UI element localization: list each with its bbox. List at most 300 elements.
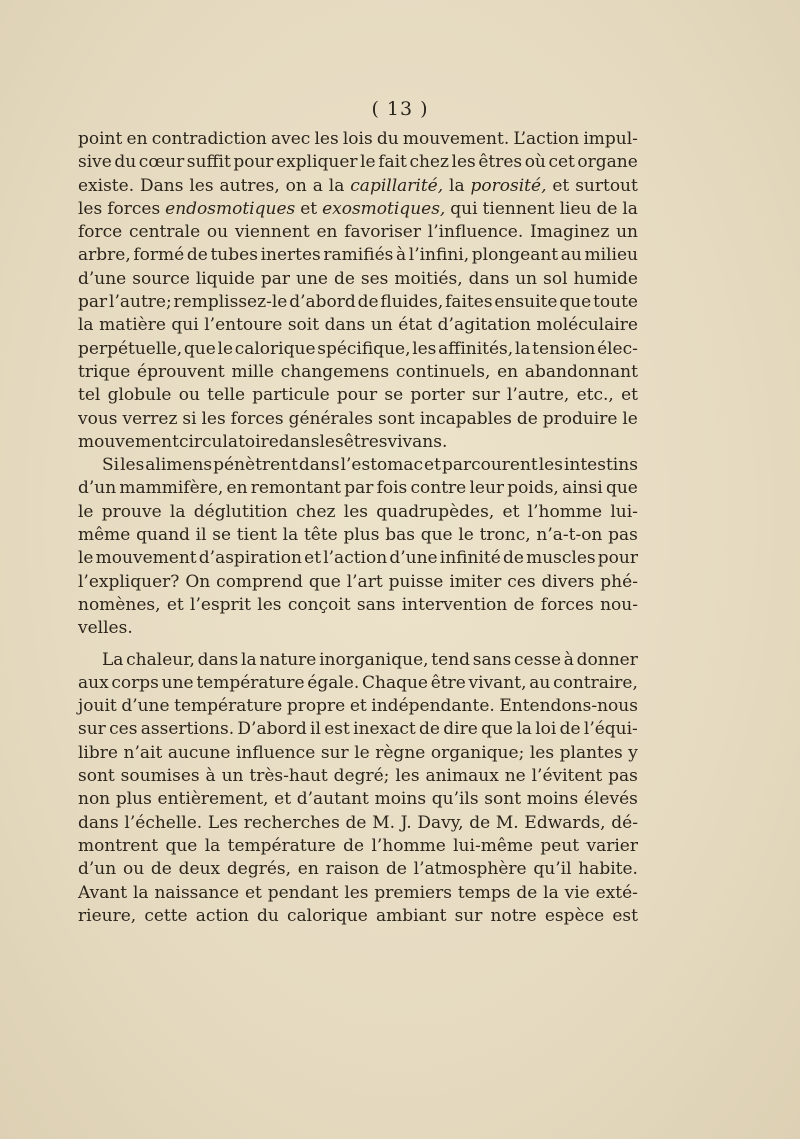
word: il: [310, 719, 321, 740]
word: alimens: [145, 455, 213, 476]
word: influence: [235, 742, 316, 763]
word: rieure,: [78, 905, 137, 926]
word: la: [449, 175, 465, 196]
word: plongeant: [471, 245, 559, 266]
text-line: [78, 128, 638, 151]
word: à: [396, 245, 407, 266]
word: infinité: [439, 548, 501, 569]
word: faites: [445, 292, 493, 313]
word: de: [513, 594, 535, 615]
word: exosmotiques,: [322, 198, 446, 219]
word: favoriser: [344, 222, 421, 243]
word: moins: [374, 789, 427, 810]
text-line: [78, 649, 638, 672]
word: température: [196, 672, 305, 693]
word: dans: [78, 812, 119, 833]
word: l’évitent: [531, 766, 603, 787]
word: les: [120, 455, 145, 476]
word: action: [195, 905, 249, 926]
word: tubes: [210, 245, 258, 266]
word: température: [227, 835, 336, 856]
word: sont: [377, 408, 415, 429]
word: chez: [409, 152, 449, 173]
word: changemens: [280, 361, 390, 382]
word: matière: [99, 315, 166, 336]
word: jouit: [78, 696, 117, 717]
word: les: [78, 198, 103, 219]
word: même: [78, 525, 131, 546]
word: lui-même: [453, 835, 534, 856]
word: ne: [504, 766, 526, 787]
word: prouve: [101, 501, 162, 522]
word: dans: [468, 268, 510, 289]
word: l’homme: [527, 501, 603, 522]
word: au: [529, 672, 551, 693]
word: les: [201, 408, 226, 429]
word: d’autant: [296, 789, 369, 810]
word: porosité,: [470, 175, 547, 196]
word: fluides,: [380, 292, 444, 313]
text-line: [78, 812, 638, 835]
word: affinités,: [438, 338, 514, 359]
word: entièrement,: [157, 789, 269, 810]
word: fois: [376, 478, 408, 499]
word: mouvement: [78, 431, 179, 452]
word: un: [515, 268, 538, 289]
word: où: [524, 152, 546, 173]
word: nou-: [600, 594, 638, 615]
word: d’aspiration: [198, 548, 302, 569]
word: sol: [543, 268, 568, 289]
word: que: [420, 525, 453, 546]
word: inorganique,: [319, 649, 429, 670]
word: que: [165, 835, 198, 856]
word: de: [345, 812, 367, 833]
word: l’échelle.: [124, 812, 203, 833]
word: pour: [336, 385, 378, 406]
word: les: [257, 594, 282, 615]
word: espèce: [544, 905, 605, 926]
word: premiers: [374, 882, 452, 903]
word: que: [605, 478, 638, 499]
word: dans: [298, 455, 340, 476]
word: J.: [400, 812, 412, 833]
word: du: [114, 152, 137, 173]
word: de: [333, 268, 355, 289]
word: exté-: [595, 882, 638, 903]
word: abandonnant: [524, 361, 638, 382]
text-line: [78, 594, 638, 617]
word: libre: [78, 742, 118, 763]
word: en: [497, 361, 519, 382]
word: tête: [303, 525, 338, 546]
word: animaux: [425, 766, 499, 787]
word: vivant,: [468, 672, 527, 693]
word: remplissez-le: [173, 292, 288, 313]
word: non: [78, 789, 111, 810]
word: et: [349, 696, 367, 717]
word: pas: [608, 525, 638, 546]
word: source: [132, 268, 190, 289]
word: la: [204, 835, 221, 856]
word: le: [360, 152, 376, 173]
word: aux: [78, 672, 109, 693]
word: du: [257, 905, 279, 926]
word: habite.: [578, 859, 638, 880]
word: que: [308, 571, 341, 592]
word: que: [183, 338, 216, 359]
word: d’une: [389, 548, 438, 569]
word: la: [516, 719, 532, 740]
word: Si: [102, 455, 120, 476]
word: lois: [342, 129, 373, 149]
word: sans: [472, 649, 512, 670]
text-line: [78, 501, 638, 524]
word: mille: [231, 361, 274, 382]
word: puisse: [388, 571, 444, 592]
word: velles.: [78, 618, 133, 639]
word: vivans.: [387, 431, 448, 452]
word: D’abord: [237, 719, 307, 740]
word: de: [596, 198, 618, 219]
word: les: [412, 338, 437, 359]
text-line: [78, 571, 638, 594]
text-line: [78, 905, 638, 928]
word: en: [226, 478, 248, 499]
word: sur: [320, 742, 349, 763]
word: pas: [608, 766, 638, 787]
word: ramifiés: [323, 245, 394, 266]
word: tel: [78, 385, 101, 406]
word: M.: [495, 812, 519, 833]
word: l’action: [323, 548, 388, 569]
word: M.: [372, 812, 396, 833]
word: sur: [471, 385, 500, 406]
word: perpétuelle,: [78, 338, 183, 359]
word: avec: [270, 129, 311, 149]
word: dire: [443, 719, 478, 740]
word: si: [182, 408, 197, 429]
word: du: [376, 129, 399, 149]
word: le: [217, 338, 234, 359]
word: soit: [287, 315, 320, 336]
word: On: [185, 571, 211, 592]
text-line: [78, 454, 638, 477]
word: cette: [144, 905, 188, 926]
word: tension: [532, 338, 596, 359]
word: cet: [548, 152, 575, 173]
word: ou: [122, 859, 145, 880]
word: qui: [171, 315, 199, 336]
word: ces: [109, 719, 138, 740]
word: La: [102, 649, 124, 670]
word: degré;: [333, 766, 390, 787]
page-number: ( 13 ): [371, 98, 429, 120]
word: forces: [230, 408, 284, 429]
word: l’influence.: [427, 222, 524, 243]
word: de: [186, 245, 208, 266]
word: le: [354, 742, 370, 763]
word: mammifère,: [119, 478, 224, 499]
word: les: [395, 766, 420, 787]
word: la: [169, 501, 186, 522]
word: porter: [410, 385, 465, 406]
text-line: [78, 431, 638, 454]
text-line: [78, 765, 638, 788]
word: pénètrent: [213, 455, 298, 476]
word: l’estomac: [340, 455, 424, 476]
word: d’un: [78, 859, 117, 880]
word: est: [612, 905, 638, 926]
text-line: [78, 617, 638, 640]
word: déglutition: [193, 501, 288, 522]
word: plantes: [559, 742, 623, 763]
text-line: [78, 718, 638, 741]
word: toute: [593, 292, 638, 313]
word: la: [241, 649, 257, 670]
text-line: [78, 361, 638, 384]
word: existe.: [78, 175, 135, 196]
word: tronc,: [479, 525, 531, 546]
word: cœur: [138, 152, 185, 173]
word: êtres: [478, 152, 523, 173]
text-line: [78, 314, 638, 337]
word: de: [502, 548, 524, 569]
word: Avant: [78, 882, 128, 903]
word: d’une: [78, 268, 127, 289]
word: continuels,: [395, 361, 491, 382]
word: moitiés,: [394, 268, 463, 289]
text-line: [78, 408, 638, 431]
word: les: [189, 175, 214, 196]
word: le: [622, 408, 638, 429]
word: à: [563, 649, 574, 670]
word: par: [344, 478, 374, 499]
text-line: [78, 291, 638, 314]
word: ses: [360, 268, 389, 289]
word: la: [282, 525, 299, 546]
word: plus: [115, 789, 152, 810]
word: par: [78, 292, 108, 313]
word: de: [469, 812, 491, 833]
word: de: [150, 859, 172, 880]
word: et: [304, 548, 322, 569]
word: quadrupèdes,: [376, 501, 495, 522]
word: de: [559, 719, 581, 740]
word: les: [319, 431, 344, 452]
word: organe: [577, 152, 638, 173]
word: les: [529, 742, 555, 763]
word: et: [274, 789, 292, 810]
word: pour: [597, 548, 638, 569]
word: poids,: [507, 478, 559, 499]
word: d’abord: [289, 292, 356, 313]
word: calorique: [287, 905, 368, 926]
text-line: [78, 244, 638, 267]
word: endosmotiques: [165, 198, 296, 219]
text-line: [78, 788, 638, 811]
word: particule: [252, 385, 330, 406]
word: le: [78, 548, 94, 569]
word: bas: [385, 525, 415, 546]
word: la: [543, 882, 559, 903]
text-line: [78, 742, 638, 765]
word: montrent: [78, 835, 159, 856]
word: de: [343, 835, 365, 856]
word: naissance: [154, 882, 240, 903]
word: d’une: [121, 696, 170, 717]
word: assertions.: [140, 719, 235, 740]
word: notre: [490, 905, 537, 926]
text-line: [78, 384, 638, 407]
word: leur: [469, 478, 505, 499]
word: Dans: [140, 175, 184, 196]
word: en: [126, 129, 148, 149]
word: y: [628, 742, 638, 763]
word: conçoit: [287, 594, 351, 615]
word: se: [212, 525, 232, 546]
word: vie: [564, 882, 590, 903]
word: inertes: [260, 245, 321, 266]
word: et: [424, 455, 441, 476]
word: spécifique,: [317, 338, 411, 359]
word: égale.: [307, 672, 360, 693]
word: l’expliquer?: [78, 571, 180, 592]
word: l’homme: [371, 835, 446, 856]
word: se: [384, 385, 404, 406]
body-text: [78, 128, 638, 928]
text-line: [78, 858, 638, 881]
word: intervention: [401, 594, 508, 615]
word: humide: [573, 268, 638, 289]
word: et: [244, 882, 262, 903]
word: n’ait: [123, 742, 163, 763]
word: les: [343, 501, 369, 522]
word: tiennent: [482, 198, 555, 219]
word: êtres: [343, 431, 388, 452]
word: état: [398, 315, 433, 336]
word: propre: [286, 696, 346, 717]
text-line: [78, 268, 638, 291]
word: l’atmosphère: [413, 859, 527, 880]
word: contre: [410, 478, 467, 499]
word: température: [174, 696, 283, 717]
word: par: [260, 268, 291, 289]
text-line: [78, 151, 638, 174]
word: sont: [484, 789, 522, 810]
word: en: [297, 859, 319, 880]
word: l’équi-: [583, 719, 638, 740]
word: phé-: [600, 571, 638, 592]
word: les: [451, 152, 476, 173]
word: divers: [541, 571, 595, 592]
word: tient: [236, 525, 277, 546]
word: Edwards,: [524, 812, 606, 833]
word: le: [78, 501, 94, 522]
word: centrale: [129, 222, 201, 243]
word: de: [516, 408, 538, 429]
word: liquide: [195, 268, 255, 289]
word: incapables: [419, 408, 512, 429]
word: une: [296, 268, 328, 289]
word: contradiction: [151, 129, 267, 149]
word: les: [538, 455, 563, 476]
word: un: [616, 222, 638, 243]
word: pour: [233, 152, 274, 173]
word: qu’ils: [431, 789, 479, 810]
word: comprend: [216, 571, 303, 592]
word: on: [285, 175, 307, 196]
word: surtout: [575, 175, 638, 196]
word: mouvement.: [402, 129, 510, 149]
word: verrez: [122, 408, 178, 429]
word: produire: [542, 408, 618, 429]
word: peut: [540, 835, 580, 856]
word: indépendante.: [371, 696, 495, 717]
word: milieu: [584, 245, 638, 266]
word: que: [559, 292, 592, 313]
word: l’entoure: [204, 315, 283, 336]
word: Entendons-nous: [499, 696, 638, 717]
word: il: [195, 525, 207, 546]
word: Chaque: [361, 672, 428, 693]
word: d’agitation: [437, 315, 531, 336]
text-line: [78, 882, 638, 905]
word: loi: [535, 719, 557, 740]
word: la: [622, 198, 638, 219]
word: capillarité,: [350, 175, 444, 196]
word: Imaginez: [530, 222, 610, 243]
word: nomènes,: [78, 594, 161, 615]
text-line: [78, 695, 638, 718]
word: ces: [507, 571, 536, 592]
word: Davy,: [417, 812, 464, 833]
word: ambiant: [375, 905, 447, 926]
word: recherches: [243, 812, 340, 833]
word: et: [300, 198, 318, 219]
text-line: [78, 547, 638, 570]
word: un: [370, 315, 393, 336]
word: sur: [78, 719, 106, 740]
word: dé-: [611, 812, 638, 833]
word: deux: [178, 859, 221, 880]
word: calorique: [234, 338, 316, 359]
word: et: [552, 175, 570, 196]
word: et: [166, 594, 184, 615]
word: sont: [78, 766, 115, 787]
word: degrés,: [226, 859, 292, 880]
word: l’esprit: [190, 594, 251, 615]
word: règne: [375, 742, 426, 763]
word: aucune: [167, 742, 231, 763]
word: à: [205, 766, 216, 787]
word: la: [132, 882, 149, 903]
word: lui-: [610, 501, 638, 522]
word: circulatoire: [178, 431, 279, 452]
word: raison: [325, 859, 380, 880]
word: formé: [133, 245, 185, 266]
word: plus: [343, 525, 380, 546]
word: pendant: [267, 882, 339, 903]
word: temps: [457, 882, 511, 903]
word: organique;: [430, 742, 525, 763]
word: viennent: [234, 222, 310, 243]
word: nature: [259, 649, 317, 670]
word: forces: [540, 594, 594, 615]
word: et: [621, 385, 638, 406]
text-line: [78, 175, 638, 198]
word: est: [324, 719, 350, 740]
